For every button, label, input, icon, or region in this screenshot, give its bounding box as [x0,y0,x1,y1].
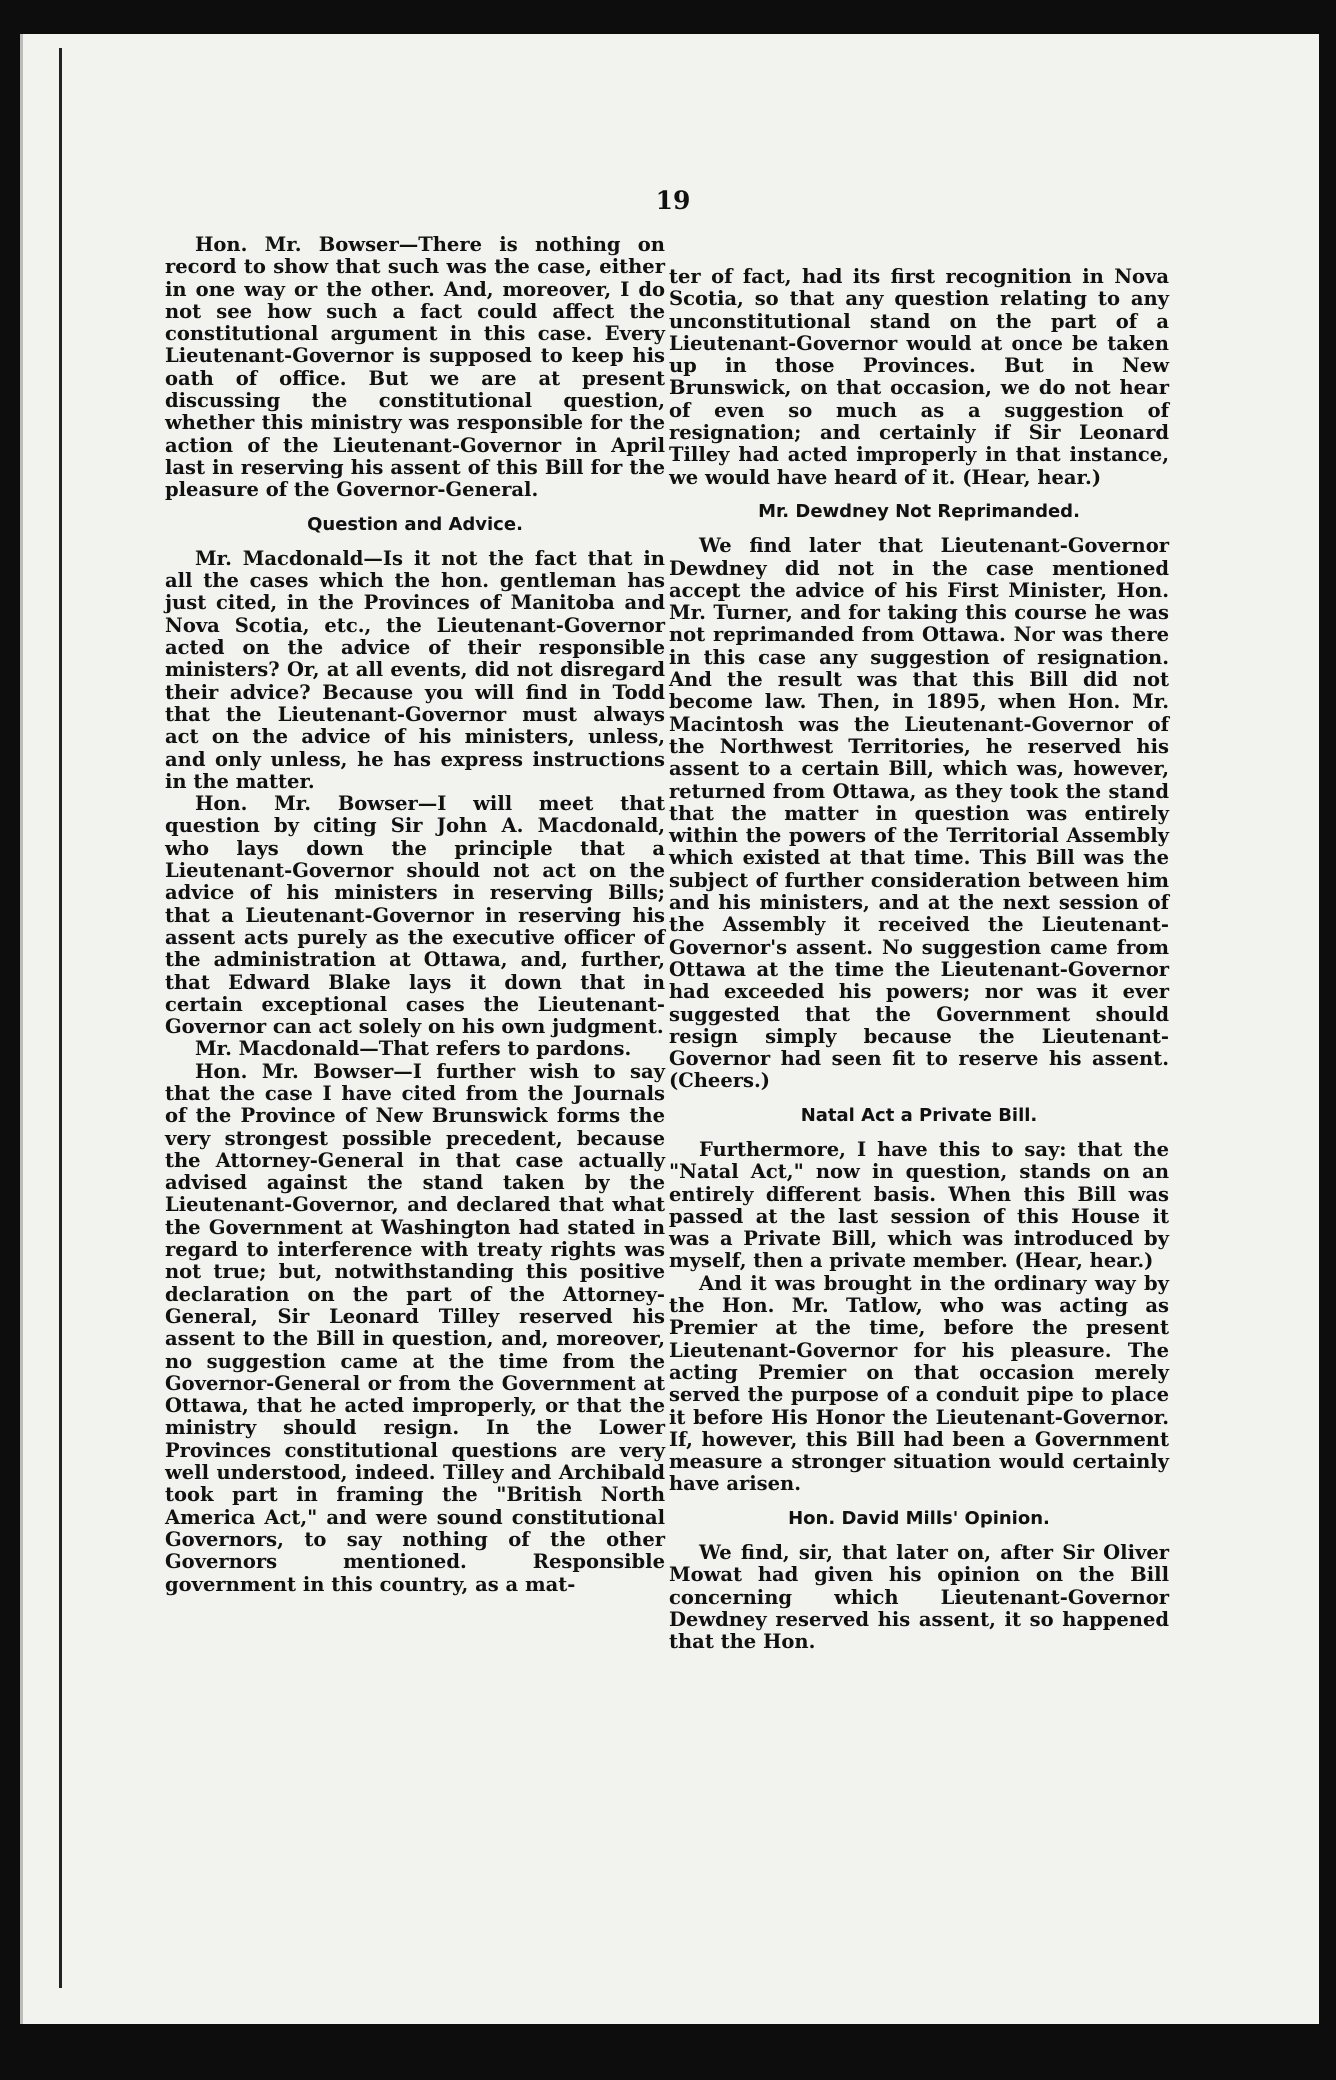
section-heading: Mr. Dewdney Not Reprimanded. [758,500,1080,522]
paragraph: Furthermore, I have this to say: that the "Natal Act," now in question, stands on an entirely different basis. When this Bill was passed at the last session of this House it was a Private Bill, which was introduced by myself, then a private member. (Hear, hear.) [669,1137,1169,1273]
paragraph: We find, sir, that later on, after Sir Oliver Mowat had given his opinion on the Bill concerning which Lieutenant-Governor Dewdney reserved his assent, it so happened that the Hon. [669,1541,1169,1654]
paragraph: And it was brought in the ordinary way by the Hon. Mr. Tatlow, who was acting as Premier at the time, before the present Lieutenant-Governor for his pleasure. The acting Premier on that occasion merely served the purpose of a conduit pipe to place it before His Honor the Lieutenant-Governor. If, however, this Bill had been a Government measure a stronger situation would certainly have arisen. [669,1271,1169,1496]
book-page [20,34,1319,2024]
left-column [165,234,665,1596]
paragraph: Mr. Macdonald—Is it not the fact that in all the cases which the hon. gentleman has just cited, in the Provinces of Manitoba and Nova Scotia, etc., the Lieutenant-Governor acted on the advice of their responsible ministers? Or, at all events, did not disregard their advice? Because you will find in Todd that the Lieutenant-Governor must always act on the advice of his ministers, unless, and only unless, he has express instructions in the matter. [165,546,665,793]
page-number: 19 [655,186,691,215]
page-edge-rule [59,48,62,1988]
paragraph: ter of fact, had its first recognition in Nova Scotia, so that any question relating to any unconstitutional stand on the part of a Lieutenant-Governor would at once be taken up in those Provinces. But in New Brunswick, on that occasion, we do not hear of even so much as a suggestion of resignation; and certainly if Sir Leonard Tilley had acted improperly in that instance, we would have heard of it. (Hear, hear.) [669,265,1169,489]
paragraph: Hon. Mr. Bowser—I will meet that question by citing Sir John A. Macdonald, who lays down the principle that a Lieutenant-Governor should not act on the advice of his ministers in reserving Bills; that a Lieutenant-Governor in reserving his assent acts purely as the executive officer of the administration at Ottawa, and, further, that Edward Blake lays it down that in certain exceptional cases the Lieutenant-Governor can act solely on his own judgment. [165,792,665,1039]
section-heading: Question and Advice. [307,513,523,535]
paragraph: Hon. Mr. Bowser—I further wish to say that the case I have cited from the Journals of the Province of New Brunswick forms the very strongest possible precedent, because the Attorney-General in that case actually advised against the stand taken by the Lieutenant-Governor, and declared that what the Government at Washington had stated in regard to interference with treaty rights was not true; but, notwithstanding this positive declaration on the part of the Attorney-General, Sir Leonard Tilley reserved his assent to the Bill in question, and, moreover, no suggestion came at the time from the Governor-General or from the Government at Ottawa, that he acted improperly, or that the ministry should resign. In the Lower Provinces constitutional questions are very well understood, indeed. Tilley and Archibald took part in framing the "British North America Act," and were sound constitutional Governors, to say nothing of the other Governors mentioned. Responsible government in this country, as a mat- [165,1059,665,1596]
section-heading: Natal Act a Private Bill. [800,1104,1038,1126]
right-column [669,266,1169,1654]
paragraph: We find later that Lieutenant-Governor Dewdney did not in the case mentioned accept the advice of his First Minister, Hon. Mr. Turner, and for taking this course he was not reprimanded from Ottawa. Nor was there in this case any suggestion of resignation. And the result was that this Bill did not become law. Then, in 1895, when Hon. Mr. Macintosh was the Lieutenant-Governor of the Northwest Territories, he reserved his assent to a certain Bill, which was, however, returned from Ottawa, as they took the stand that the matter in question was entirely within the powers of the Territorial Assembly which existed at that time. This Bill was the subject of further consideration between him and his ministers, and at the next session of the Assembly it received the Lieutenant-Governor's assent. No suggestion came from Ottawa at the time the Lieutenant-Governor had exceeded his powers; nor was it ever suggested that the Government should resign simply because the Lieutenant-Governor had seen fit to reserve his assent. (Cheers.) [669,534,1169,1093]
section-heading: Hon. David Mills' Opinion. [788,1507,1050,1529]
paragraph: Mr. Macdonald—That refers to pardons. [195,1037,632,1061]
paragraph: Hon. Mr. Bowser—There is nothing on record to show that such was the case, either in one way or the other. And, moreover, I do not see how such a fact could affect the constitutional argument in this case. Every Lieutenant-Governor is supposed to keep his oath of office. But we are at present discussing the constitutional question, whether this ministry was responsible for the action of the Lieutenant-Governor in April last in reserving his assent of this Bill for the pleasure of the Governor-General. [165,233,665,502]
